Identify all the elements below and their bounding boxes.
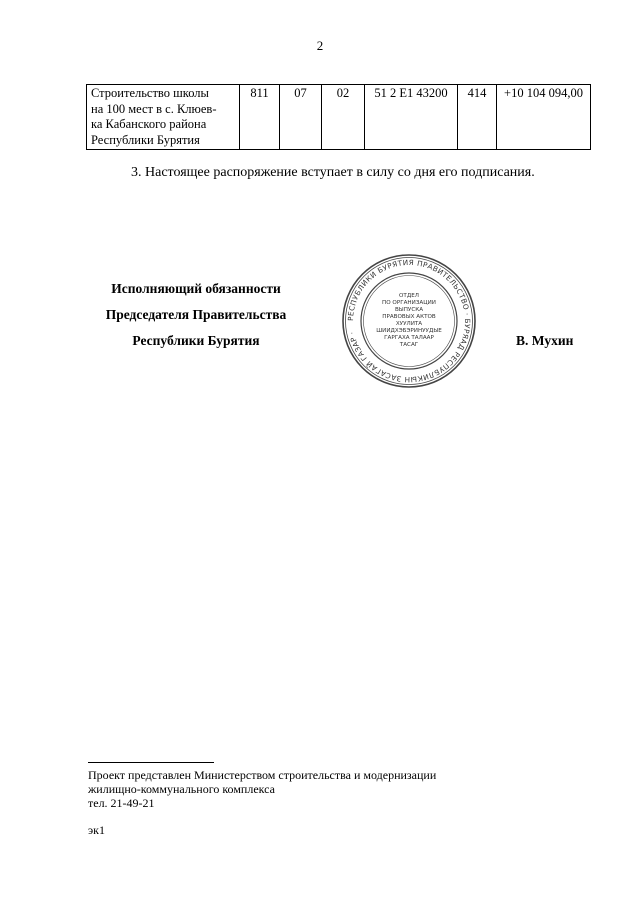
budget-table [86, 84, 591, 150]
seal-outer-text: РЕСПУБЛИКИ БУРЯТИЯ ПРАВИТЕЛЬСТВО · БУРЯАД РЕСПУБЛИКЫН ЗАСАГАЙ ГАЗАР · [345, 257, 473, 385]
official-seal-icon [341, 253, 477, 389]
document-code: эк1 [88, 823, 105, 837]
signatory-position-line: Председателя Правительства [105, 307, 287, 322]
footer-phone: тел. 21-49-21 [88, 796, 155, 810]
seal-center-line: ГАРГАХА ТАЛААР [384, 335, 434, 341]
target-article-cell: 51 2 Е1 43200 [365, 85, 458, 150]
section-code-cell: 07 [280, 85, 322, 150]
seal-center-line: ВЫПУСКА [394, 307, 424, 313]
object-name-line: Строительство школы [91, 86, 209, 100]
page-number: 2 [316, 38, 324, 53]
expense-type-cell: 414 [458, 85, 497, 150]
department-code-cell: 811 [240, 85, 280, 150]
effective-date-paragraph: 3. Настоящее распоряжение вступает в силу со дня его подписания. [131, 165, 535, 180]
signatory-position-line: Исполняющий обязанности [111, 281, 281, 296]
seal-center-line: ХУУЛИТА [395, 321, 423, 327]
object-name-line: ка Кабанского района [91, 117, 207, 131]
footer-line: жилищно-коммунального комплекса [88, 782, 275, 796]
signatory-position-line: Республики Бурятия [132, 333, 260, 348]
seal-center-line: ПО ОРГАНИЗАЦИИ [382, 300, 436, 306]
seal-center-line: ШИИДХЭБЭРИНУУДЫЕ [376, 328, 442, 334]
seal-center-line: ПРАВОВЫХ АКТОВ [382, 314, 436, 320]
footer-line: Проект представлен Министерством строительства и модернизации [88, 768, 437, 782]
object-name-cell [87, 85, 240, 150]
object-name-line: Республики Бурятия [91, 132, 200, 147]
seal-center-line: ТАСАГ [399, 342, 419, 348]
object-name-line: на 100 мест в с. Клюев- [91, 101, 217, 116]
amount-cell: +10 104 094,00 [497, 85, 591, 150]
subsection-code-cell: 02 [322, 85, 365, 150]
table-row [87, 85, 591, 150]
footnote-divider [88, 762, 214, 763]
seal-center-line: ОТДЕЛ [399, 293, 419, 299]
signatory-name: В. Мухин [516, 333, 574, 348]
